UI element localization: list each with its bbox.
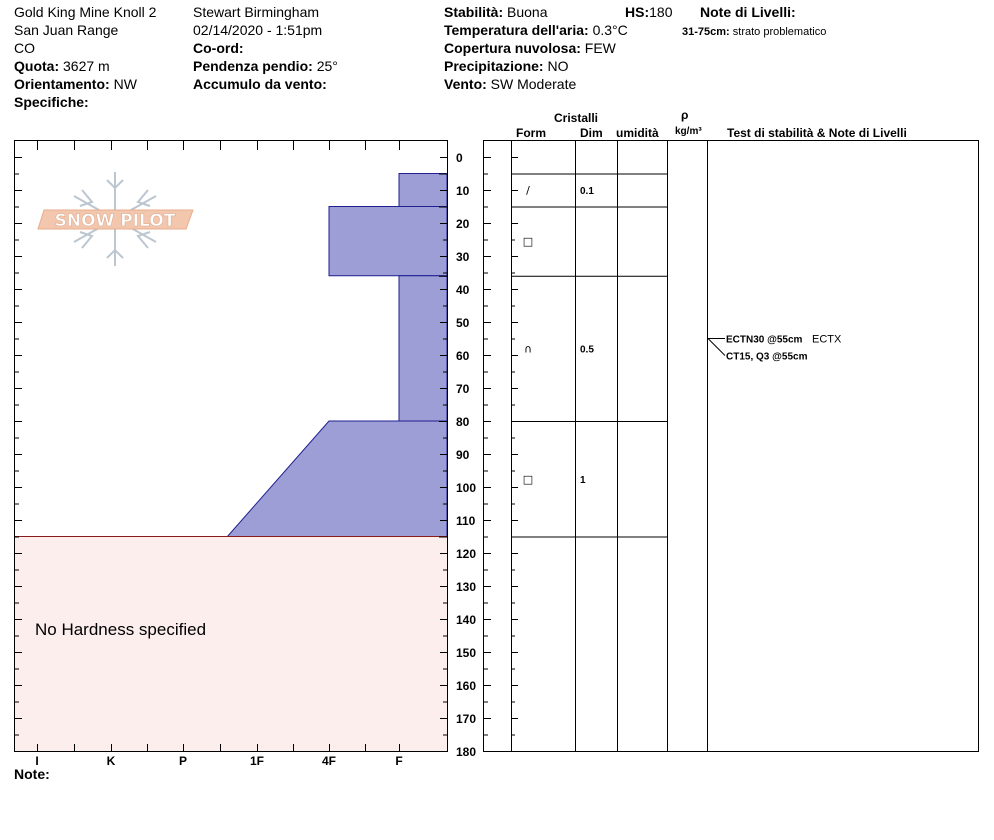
depth-label-70: 70 bbox=[456, 382, 470, 396]
crystal-marks bbox=[523, 184, 595, 486]
crystal-size-0: 0.1 bbox=[580, 186, 594, 197]
hardness-label-P: P bbox=[178, 754, 188, 768]
location-state: CO bbox=[14, 40, 35, 56]
coord-label: Co-ord: bbox=[193, 40, 244, 56]
cloud-label: Copertura nuvolosa: bbox=[444, 40, 581, 56]
depth-label-170: 170 bbox=[456, 712, 477, 726]
datetime: 02/14/2020 - 1:51pm bbox=[193, 22, 323, 38]
hardness-bars bbox=[227, 174, 447, 537]
slope-value: 25° bbox=[316, 58, 338, 74]
layer-notes-label: Note di Livelli: bbox=[700, 4, 796, 20]
crystal-size-3: 1 bbox=[580, 474, 586, 486]
no-hardness-region bbox=[15, 537, 447, 752]
crystal-size-2: 0.5 bbox=[580, 344, 594, 356]
depth-label-60: 60 bbox=[456, 349, 470, 363]
location-name: Gold King Mine Knoll 2 bbox=[14, 4, 157, 20]
elevation-label: Quota: bbox=[14, 58, 60, 74]
depth-label-100: 100 bbox=[456, 481, 477, 495]
depth-label-140: 140 bbox=[456, 613, 477, 627]
depth-label-80: 80 bbox=[456, 415, 470, 429]
stability-notes-header: Test di stabilità & Note di Livelli bbox=[727, 126, 907, 140]
aspect-value: NW bbox=[113, 76, 137, 92]
hs-value: 180 bbox=[649, 4, 673, 20]
rho-header: ρ bbox=[681, 108, 689, 122]
depth-label-40: 40 bbox=[456, 283, 470, 297]
depth-label-130: 130 bbox=[456, 580, 477, 594]
hs-label: HS: bbox=[625, 4, 650, 20]
depth-label-0: 0 bbox=[456, 151, 463, 165]
density-unit-header: kg/m³ bbox=[675, 126, 702, 137]
layer-note-range: 31-75cm: bbox=[682, 26, 730, 38]
size-header: Dim bbox=[580, 126, 603, 140]
observer: Stewart Birmingham bbox=[193, 4, 320, 20]
test-text-1: CT15, Q3 @55cm bbox=[726, 351, 808, 363]
air-temp-label: Temperatura dell'aria: bbox=[444, 22, 589, 38]
wind-value: SW Moderate bbox=[490, 76, 577, 92]
crystal-form-2: ∩ bbox=[523, 342, 533, 356]
aspect-label: Orientamento: bbox=[14, 76, 110, 92]
cloud-value: FEW bbox=[584, 40, 616, 56]
wind-label: Vento: bbox=[444, 76, 487, 92]
hardness-label-F: F bbox=[395, 754, 403, 768]
stability-label: Stabilità: bbox=[444, 4, 504, 20]
no-hardness-text: No Hardness specified bbox=[35, 620, 207, 639]
crystal-form-3: □ bbox=[522, 472, 534, 486]
hardness-labels bbox=[35, 754, 402, 768]
layer-note-text: strato problematico bbox=[732, 26, 827, 38]
elevation-value: 3627 m bbox=[63, 58, 110, 74]
hardness-label-4F: 4F bbox=[321, 754, 337, 768]
hardness-label-I: I bbox=[35, 754, 39, 768]
precip-label: Precipitazione: bbox=[444, 58, 544, 74]
crystals-header: Cristalli bbox=[554, 111, 599, 125]
logo-text: SNOW PILOT bbox=[54, 211, 176, 231]
snow-pilot-logo bbox=[38, 172, 193, 266]
crystal-form-1: □ bbox=[522, 235, 534, 249]
stability-value: Buona bbox=[507, 4, 548, 20]
depth-label-180: 180 bbox=[456, 745, 477, 759]
depth-label-110: 110 bbox=[456, 514, 476, 528]
hardness-label-K: K bbox=[106, 754, 116, 768]
location-range: San Juan Range bbox=[14, 22, 119, 38]
depth-label-120: 120 bbox=[456, 547, 477, 561]
test-extra-0: ECTX bbox=[812, 333, 842, 346]
form-header: Form bbox=[516, 126, 546, 140]
crystal-form-0: / bbox=[526, 184, 530, 197]
depth-label-150: 150 bbox=[456, 646, 477, 660]
notes-label: Note: bbox=[14, 766, 50, 782]
depth-label-50: 50 bbox=[456, 316, 470, 330]
stability-tests bbox=[708, 334, 842, 363]
test-arrow-1 bbox=[708, 339, 725, 356]
moisture-header: umidità bbox=[616, 126, 659, 140]
slope-label: Pendenza pendio: bbox=[193, 58, 313, 74]
layers-frame bbox=[484, 141, 979, 752]
hardness-bar-3 bbox=[227, 421, 447, 537]
hardness-label-1F: 1F bbox=[249, 754, 265, 768]
depth-label-10: 10 bbox=[456, 184, 470, 198]
depth-label-160: 160 bbox=[456, 679, 477, 693]
hardness-bar-1 bbox=[329, 207, 447, 276]
wind-loading-label: Accumulo da vento: bbox=[193, 76, 327, 92]
air-temp-value: 0.3°C bbox=[592, 22, 628, 38]
hardness-bar-0 bbox=[399, 174, 447, 207]
test-text-0: ECTN30 @55cm bbox=[726, 334, 803, 346]
precip-value: NO bbox=[547, 58, 569, 74]
column-dividers bbox=[512, 141, 708, 751]
depth-labels bbox=[456, 151, 476, 759]
hardness-bar-2 bbox=[399, 276, 447, 421]
depth-label-20: 20 bbox=[456, 217, 470, 231]
depth-label-90: 90 bbox=[456, 448, 470, 462]
specifics-label: Specifiche: bbox=[14, 94, 89, 110]
depth-label-30: 30 bbox=[456, 250, 470, 264]
